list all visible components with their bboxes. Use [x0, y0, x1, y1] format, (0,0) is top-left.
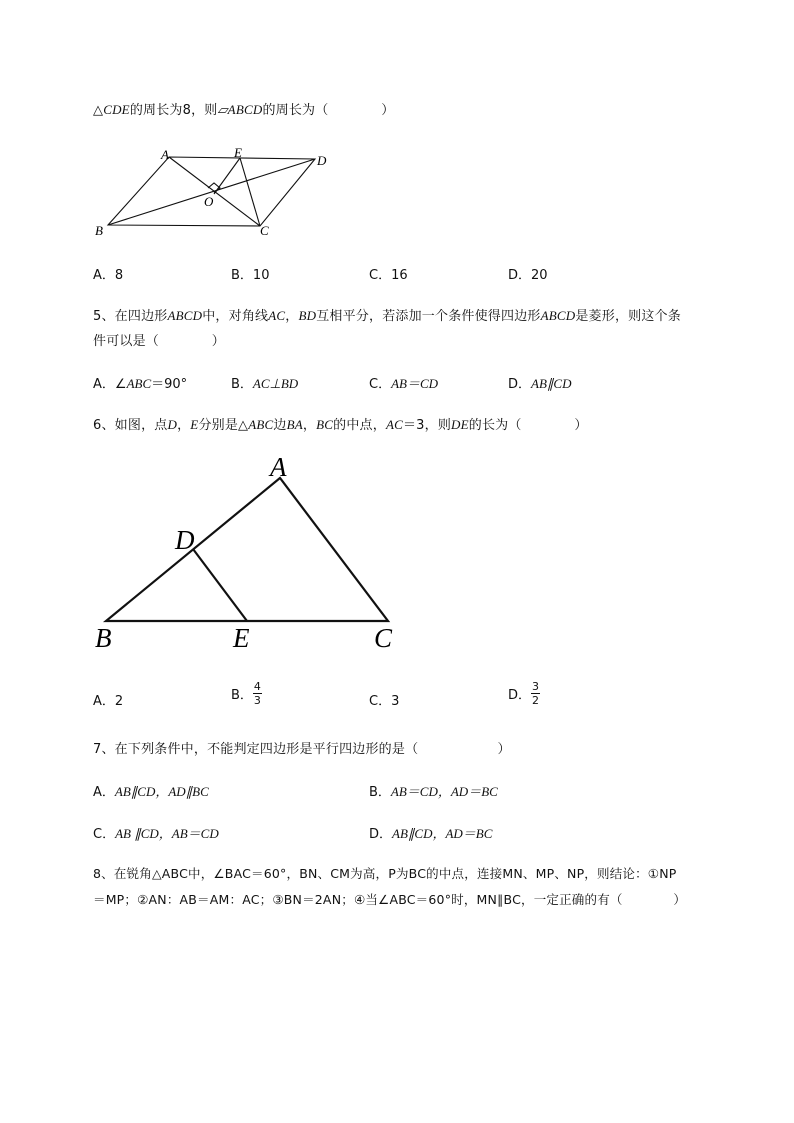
- q4-parallelogram-figure: [90, 143, 340, 243]
- q5-option-d[interactable]: D．AB∥CD: [508, 376, 572, 392]
- q4-option-b[interactable]: B．10: [231, 268, 270, 283]
- q4-stem-end: 的周长为（ ）: [262, 103, 395, 118]
- q6-label-d: D: [175, 525, 195, 555]
- q6-label-e: E: [233, 623, 250, 653]
- triangle-symbol: △: [93, 103, 104, 118]
- q4-var-cde: CDE: [103, 102, 130, 117]
- q4-stem: [93, 99, 394, 118]
- q4-option-c[interactable]: C．16: [369, 268, 408, 283]
- q6-option-a[interactable]: A．2: [93, 694, 124, 709]
- q6-stem: 6、如图，点D，E分别是△ABC边BA，BC的中点，AC＝3，则DE的长为（ ）: [93, 417, 588, 433]
- q8-stem-line1: 8、在锐角△ABC中，∠BAC＝60°，BN、CM为高，P为BC的中点，连接MN、MP、NP，则结论：①NP: [93, 866, 677, 881]
- q8-stem-line2: ＝MP；②AN：AB＝AM：AC；③BN＝2AN；④当∠ABC＝60°时，MN∥BC，一定正确的有（ ）: [93, 892, 687, 907]
- q6-label-a: A: [270, 452, 287, 482]
- q7-option-d[interactable]: D．AB∥CD，AD＝BC: [369, 826, 493, 842]
- q6-option-c[interactable]: C．3: [369, 694, 400, 709]
- q4-option-a[interactable]: A．8: [93, 268, 124, 283]
- q5-option-c[interactable]: C．AB＝CD: [369, 376, 439, 392]
- q6-option-b[interactable]: B． $\frac{4}{3}$: [231, 680, 261, 707]
- q5-option-b[interactable]: B．AC⊥BD: [231, 376, 299, 392]
- q6-triangle-figure: [90, 448, 410, 658]
- q4-var-abcd: ▱ABCD: [217, 102, 263, 117]
- q4-label-d: D: [317, 153, 327, 168]
- q7-option-a[interactable]: A．AB∥CD，AD∥BC: [93, 784, 209, 800]
- q7-option-b[interactable]: B．AB＝CD，AD＝BC: [369, 784, 498, 800]
- q7-option-c[interactable]: C．AB ∥CD，AB＝CD: [93, 826, 219, 842]
- q6-label-b: B: [95, 623, 112, 653]
- fraction-4-3: $\frac{4}{3}$: [253, 680, 261, 707]
- q4-option-d[interactable]: D．20: [508, 268, 548, 283]
- fraction-3-2: $\frac{3}{2}$: [532, 680, 540, 707]
- q5-option-a[interactable]: A．∠ABC＝90°: [93, 376, 188, 392]
- q6-label-c: C: [374, 623, 393, 653]
- q4-label-c: C: [260, 223, 269, 238]
- q4-label-b: B: [95, 223, 103, 238]
- q7-stem: 7、在下列条件中，不能判定四边形是平行四边形的是（ ）: [93, 742, 511, 757]
- q5-stem-line2: 件可以是（ ）: [93, 334, 226, 349]
- q6-option-d[interactable]: D． $\frac{3}{2}$: [508, 680, 540, 707]
- q4-label-a: A: [161, 147, 169, 162]
- q4-label-e: E: [234, 145, 242, 160]
- q5-stem-line1: 5、在四边形ABCD中，对角线AC，BD互相平分，若添加一个条件使得四边形ABCD是菱形，则这个条: [93, 308, 681, 324]
- q4-stem-text: 的周长为8，则: [129, 103, 218, 118]
- q4-label-o: O: [204, 194, 214, 209]
